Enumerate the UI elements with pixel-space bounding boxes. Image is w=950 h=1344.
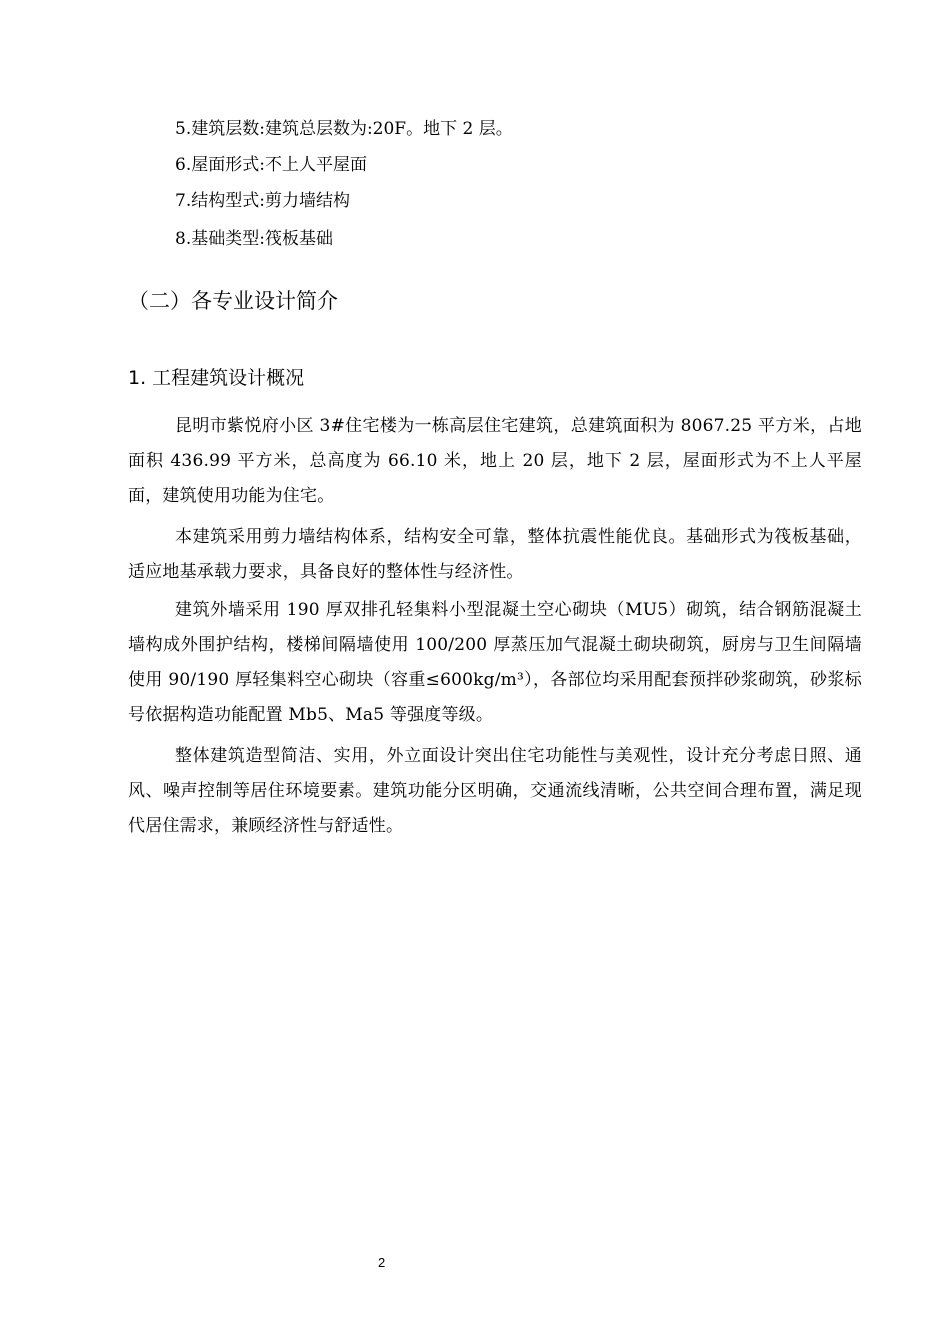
page-number: 2 — [378, 1255, 386, 1270]
paragraph-structure: 本建筑采用剪力墙结构体系，结构安全可靠，整体抗震性能优良。基础形式为筏板基础，适应地基承载力要求，具备良好的整体性与经济性。 — [128, 527, 862, 582]
section-heading: （二）各专业设计简介 — [128, 289, 338, 313]
paragraph-overview: 昆明市紫悦府小区 3#住宅楼为一栋高层住宅建筑，总建筑面积为 8067.25 平方米，占地面积 436.99 平方米，总高度为 66.10 米，地上 20 层，地下 2 层，屋面形式为不上人平屋面，建筑使用功能为住宅。 — [128, 416, 862, 506]
list-item-roof-type: 6.屋面形式:不上人平屋面 — [175, 155, 367, 175]
paragraph-walls: 建筑外墙采用 190 厚双排孔轻集料小型混凝土空心砌块（MU5）砌筑，结合钢筋混凝土墙构成外围护结构，楼梯间隔墙使用 100/200 厚蒸压加气混凝土砌块砌筑，厨房与卫生间隔墙使用 90/190 厚轻集料空心砌块（容重≤600kg/m³），各部位均采用配套预拌砂浆砌筑，砂浆标号依据构造功能配置 Mb5、Ma5 等强度等级。 — [128, 600, 862, 725]
list-item-building-floors: 5.建筑层数:建筑总层数为:20F。地下 2 层。 — [175, 119, 513, 139]
list-item-foundation-type: 8.基础类型:筏板基础 — [175, 229, 333, 249]
list-item-structure-type: 7.结构型式:剪力墙结构 — [175, 191, 350, 211]
paragraph-design: 整体建筑造型简洁、实用，外立面设计突出住宅功能性与美观性，设计充分考虑日照、通风、噪声控制等居住环境要素。建筑功能分区明确，交通流线清晰，公共空间合理布置，满足现代居住需求，兼顾经济性与舒适性。 — [128, 746, 862, 836]
sub-heading: 1. 工程建筑设计概况 — [128, 367, 305, 389]
